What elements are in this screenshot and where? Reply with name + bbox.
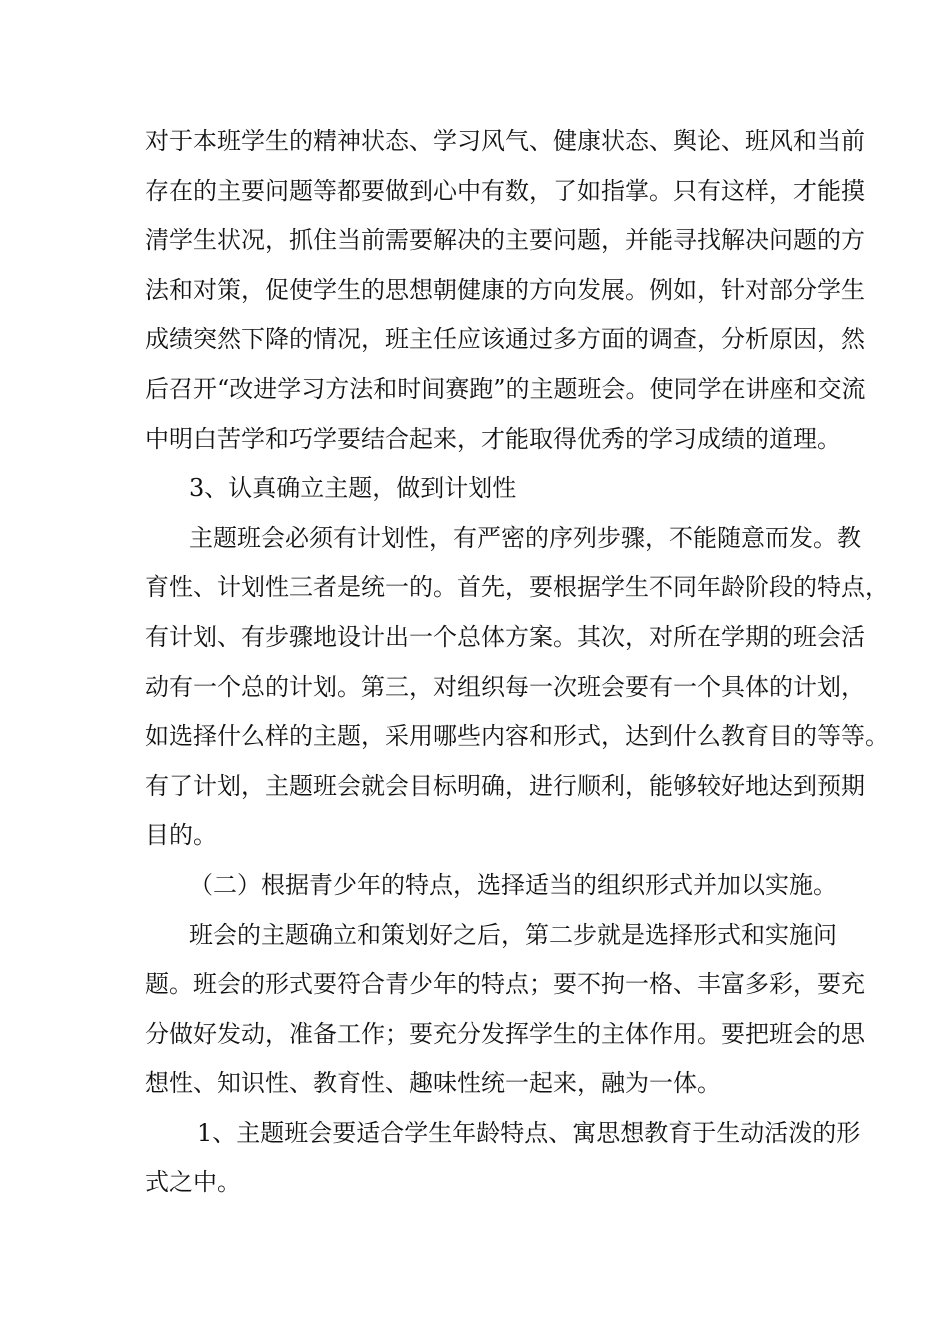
body-line: 存在的主要问题等都要做到心中有数，了如指掌。只有这样，才能摸 [145, 176, 865, 205]
body-line: 清学生状况，抓住当前需要解决的主要问题，并能寻找解决问题的方 [145, 226, 865, 255]
body-line: 式之中。 [145, 1168, 241, 1197]
body-line: 想性、知识性、教育性、趣味性统一起来，融为一体。 [145, 1069, 721, 1098]
body-line: 动有一个总的计划。第三，对组织每一次班会要有一个具体的计划， [145, 672, 865, 701]
body-line: 中明白苦学和巧学要结合起来，才能取得优秀的学习成绩的道理。 [145, 424, 841, 453]
body-line: 主题班会必须有计划性，有严密的序列步骤，不能随意而发。教 [189, 523, 861, 552]
body-line: 有了计划，主题班会就会目标明确，进行顺利，能够较好地达到预期 [145, 771, 865, 800]
body-line: 后召开“改进学习方法和时间赛跑”的主题班会。使同学在讲座和交流 [145, 374, 866, 403]
body-line: 题。班会的形式要符合青少年的特点；要不拘一格、丰富多彩，要充 [145, 970, 865, 999]
body-line: 目的。 [145, 821, 217, 850]
section-heading: 3、认真确立主题，做到计划性 [189, 474, 517, 503]
body-line: 育性、计划性三者是统一的。首先，要根据学生不同年龄阶段的特点， [145, 573, 889, 602]
section-heading: 1、主题班会要适合学生年龄特点、寓思想教育于生动活泼的形 [197, 1118, 861, 1147]
body-line: 如选择什么样的主题，采用哪些内容和形式，达到什么教育目的等等。 [145, 722, 889, 751]
body-line: 对于本班学生的精神状态、学习风气、健康状态、舆论、班风和当前 [145, 127, 865, 155]
body-line: 有计划、有步骤地设计出一个总体方案。其次，对所在学期的班会活 [145, 622, 865, 651]
body-line: 法和对策，促使学生的思想朝健康的方向发展。例如，针对部分学生 [145, 275, 865, 304]
body-line: 分做好发动，准备工作；要充分发挥学生的主体作用。要把班会的思 [145, 1019, 865, 1048]
body-line: 班会的主题确立和策划好之后，第二步就是选择形式和实施问 [189, 920, 837, 949]
body-line: 成绩突然下降的情况，班主任应该通过多方面的调查，分析原因，然 [145, 325, 865, 354]
document-body [145, 117, 889, 1208]
section-heading: （二）根据青少年的特点，选择适当的组织形式并加以实施。 [189, 870, 837, 899]
